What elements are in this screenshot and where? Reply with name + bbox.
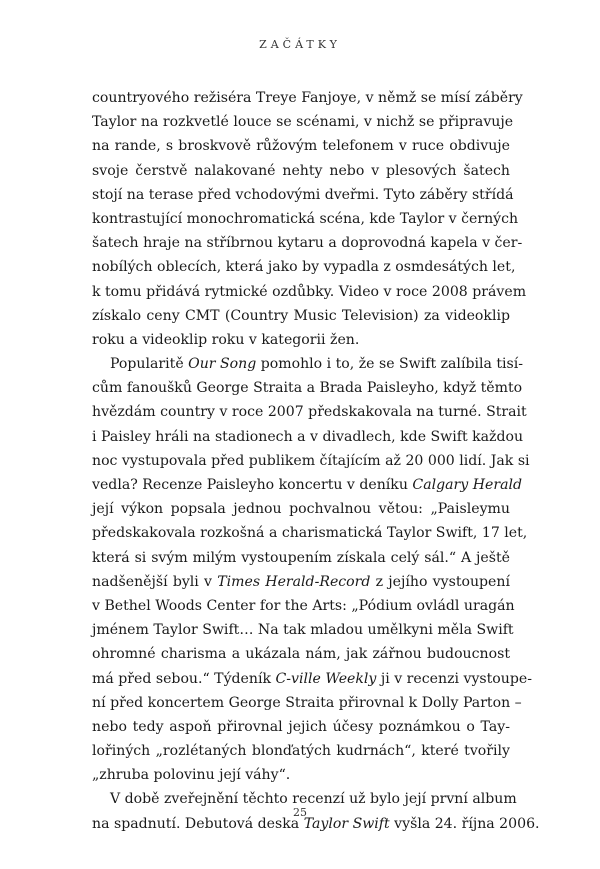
text-line: stojí na terase před vchodovými dveřmi. Tyto záběry střídá (92, 186, 514, 203)
text-line: na rande, s broskvově růžovým telefonem v ruce obdivuje (92, 138, 510, 155)
italic-title: Calgary Herald (412, 477, 523, 493)
text-line: šatech hraje na stříbrnou kytaru a doprovodná kapela v čer- (92, 235, 523, 252)
text-line (92, 352, 524, 376)
text-fragment: z jejího vystoupení (370, 573, 510, 590)
text-line: jménem Taylor Swift… Na tak mladou umělkyni měla Swift (92, 622, 514, 639)
text-line: lořiných „rozlétaných blonďatých kudrnách“, které tvořily (92, 743, 510, 760)
text-line: hvězdám country v roce 2007 předskakovala na turné. Strait (92, 404, 527, 421)
text-fragment: má před sebou.“ Týdeník (92, 670, 276, 687)
text-line: nebo tedy aspoň přirovnal jejich účesy poznámkou o Tay- (92, 718, 510, 735)
body-text (92, 86, 540, 836)
text-line: která si svým milým vystoupením získala celý sál.“ A ještě (92, 549, 510, 566)
running-header: ZAČÁTKY (259, 38, 341, 51)
page-number: 25 (293, 806, 307, 819)
text-fragment: Popularitě (110, 356, 189, 373)
text-line: countryového režiséra Treye Fanjoye, v němž se mísí záběry (92, 90, 523, 106)
text-line: V době zveřejnění těchto recenzí už bylo její první album (110, 791, 517, 808)
text-line (92, 473, 523, 497)
italic-title: Times Herald-Record (217, 573, 371, 590)
text-line (92, 667, 532, 691)
italic-title: C-ville Weekly (275, 670, 377, 687)
italic-title: Taylor Swift (303, 815, 390, 832)
text-line: předskakovala rozkošná a charismatická Taylor Swift, 17 let, (92, 525, 528, 542)
text-line: její výkon popsala jednou pochvalnou větou: „Paisleymu (92, 501, 510, 518)
text-line: cům fanoušků George Straita a Brada Paisleyho, když těmto (92, 380, 523, 397)
text-fragment: vyšla 24. října 2006. (389, 815, 540, 832)
text-fragment: ji v recenzi vystoupe- (376, 670, 532, 687)
text-line: kontrastující monochromatická scéna, kde Taylor v černých (92, 210, 519, 227)
text-line: svoje čerstvě nalakované nehty nebo v plesových šatech (92, 162, 510, 179)
text-line: „zhruba polovinu její váhy“. (92, 767, 291, 784)
text-line: i Paisley hráli na stadionech a v divadlech, kde Swift každou (92, 428, 524, 445)
text-fragment: nadšenější byli v (92, 573, 218, 590)
text-line: nobílých oblecích, která jako by vypadla z osmdesátých let, (92, 259, 516, 276)
italic-title: Our Song (188, 356, 257, 373)
text-line: ní před koncertem George Straita přirovnal k Dolly Parton – (92, 694, 522, 711)
paragraph-1 (92, 86, 527, 352)
text-line (92, 570, 510, 594)
text-line: noc vystupovala před publikem čítajícím až 20 000 lidí. Jak si (92, 452, 530, 469)
text-line: získalo ceny CMT (Country Music Television) za videoklip (92, 307, 510, 324)
text-fragment: vedla? Recenze Paisleyho koncertu v deníku (92, 477, 413, 493)
paragraph-2 (92, 352, 532, 787)
text-line: ohromné charisma a ukázala nám, jak zářnou budoucnost (92, 646, 510, 663)
text-line: v Bethel Woods Center for the Arts: „Pódium ovládl uragán (92, 597, 515, 614)
text-line: Taylor na rozkvetlé louce se scénami, v nichž se připravuje (92, 114, 514, 131)
text-line: k tomu přidává rytmické ozdůbky. Video v roce 2008 právem (92, 283, 527, 300)
text-fragment: pomohlo i to, že se Swift zalíbila tisí- (256, 356, 524, 373)
text-fragment: na spadnutí. Debutová deska (92, 815, 304, 832)
text-line: roku a videoklip roku v kategorii žen. (92, 331, 360, 348)
